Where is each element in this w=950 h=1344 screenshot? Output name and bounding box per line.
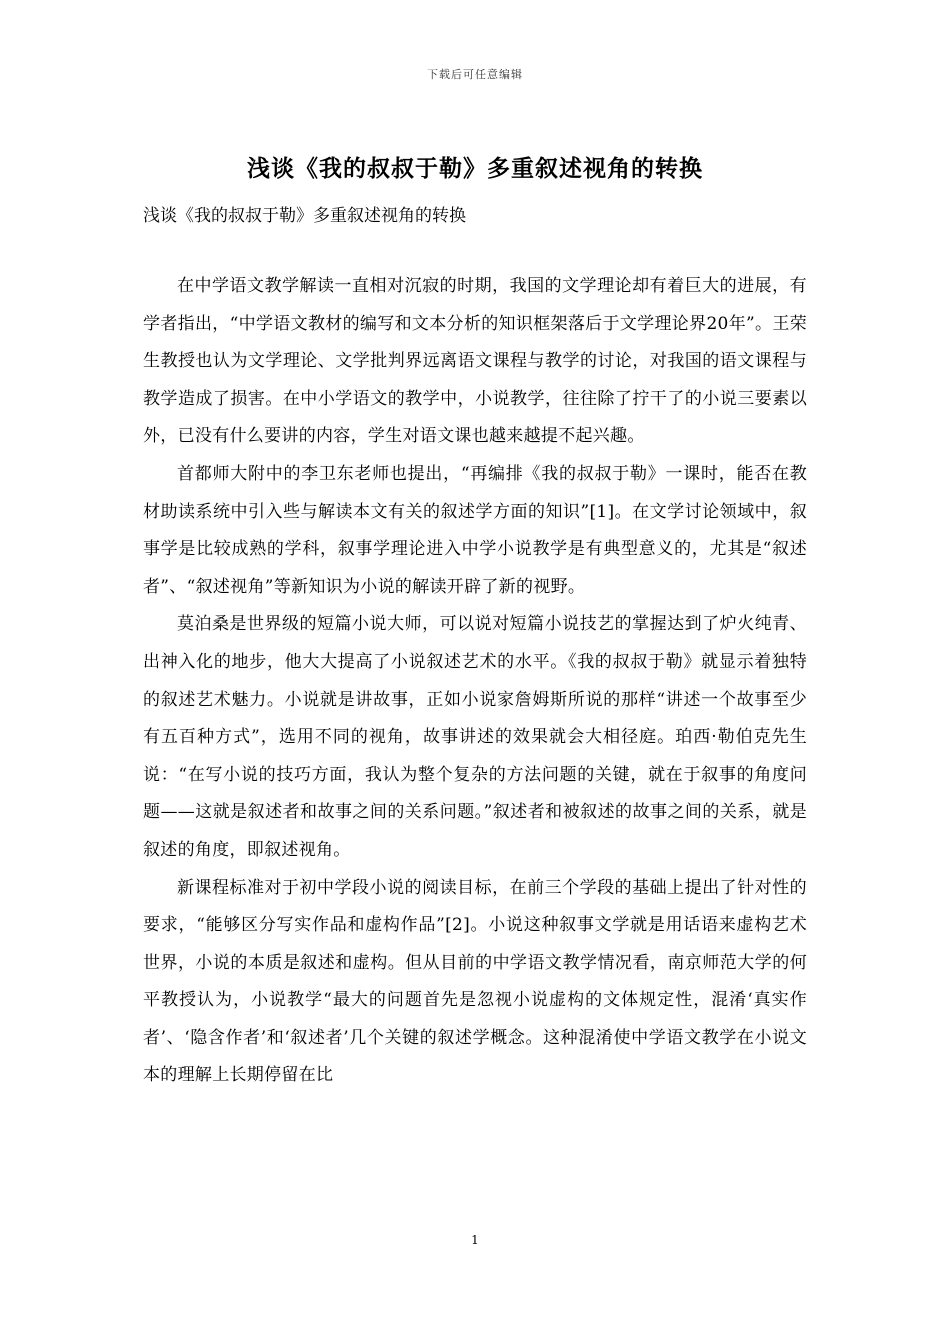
document-title: 浅谈《我的叔叔于勒》多重叙述视角的转换 bbox=[247, 155, 703, 182]
paragraph-1: 在中学语文教学解读一直相对沉寂的时期，我国的文学理论却有着巨大的进展，有学者指出，“中学语文教材的编写和文本分析的知识框架落后于文学理论界20年”。王荣生教授也认为文学理论、文学批判界远离语文课程与教学的讨论，对我国的语文课程与教学造成了损害。在中小学语文的教学中，小说教学，往往除了拧干了的小说三要素以外，已没有什么要讲的内容，学生对语文课也越来越提不起兴趣。 bbox=[143, 276, 807, 447]
document-subtitle: 浅谈《我的叔叔于勒》多重叙述视角的转换 bbox=[143, 206, 466, 226]
header-note: 下载后可任意编辑 bbox=[427, 68, 523, 81]
page-number: 1 bbox=[471, 1233, 479, 1247]
paragraph-3: 莫泊桑是世界级的短篇小说大师，可以说对短篇小说技艺的掌握达到了炉火纯青、出神入化的地步，他大大提高了小说叙述艺术的水平。《我的叔叔于勒》就显示着独特的叙述艺术魅力。小说就是讲故事，正如小说家詹姆斯所说的那样“讲述一个故事至少有五百种方式”，选用不同的视角，故事讲述的效果就会大相径庭。珀西·勒伯克先生说：“在写小说的技巧方面，我认为整个复杂的方法问题的关键，就在于叙事的角度问题——这就是叙述者和故事之间的关系问题。”叙述者和被叙述的故事之间的关系，就是叙述的角度，即叙述视角。 bbox=[143, 614, 807, 860]
body-text bbox=[143, 268, 807, 1095]
paragraph-2: 首都师大附中的李卫东老师也提出，“再编排《我的叔叔于勒》一课时，能否在教材助读系统中引入些与解读本文有关的叙述学方面的知识”[1]。在文学讨论领域中，叙事学是比较成熟的学科，叙事学理论进入中学小说教学是有典型意义的，尤其是“叙述者”、“叙述视角”等新知识为小说的解读开辟了新的视野。 bbox=[143, 463, 807, 597]
paragraph-4: 新课程标准对于初中学段小说的阅读目标，在前三个学段的基础上提出了针对性的要求，“能够区分写实作品和虚构作品”[2]。小说这种叙事文学就是用话语来虚构艺术世界，小说的本质是叙述和虚构。但从目前的中学语文教学情况看，南京师范大学的何平教授认为，小说教学“最大的问题首先是忽视小说虚构的文体规定性，混淆‘真实作者’、‘隐含作者’和‘叙述者’几个关键的叙述学概念。这种混淆使中学语文教学在小说文本的理解上长期停留在比 bbox=[143, 877, 807, 1086]
